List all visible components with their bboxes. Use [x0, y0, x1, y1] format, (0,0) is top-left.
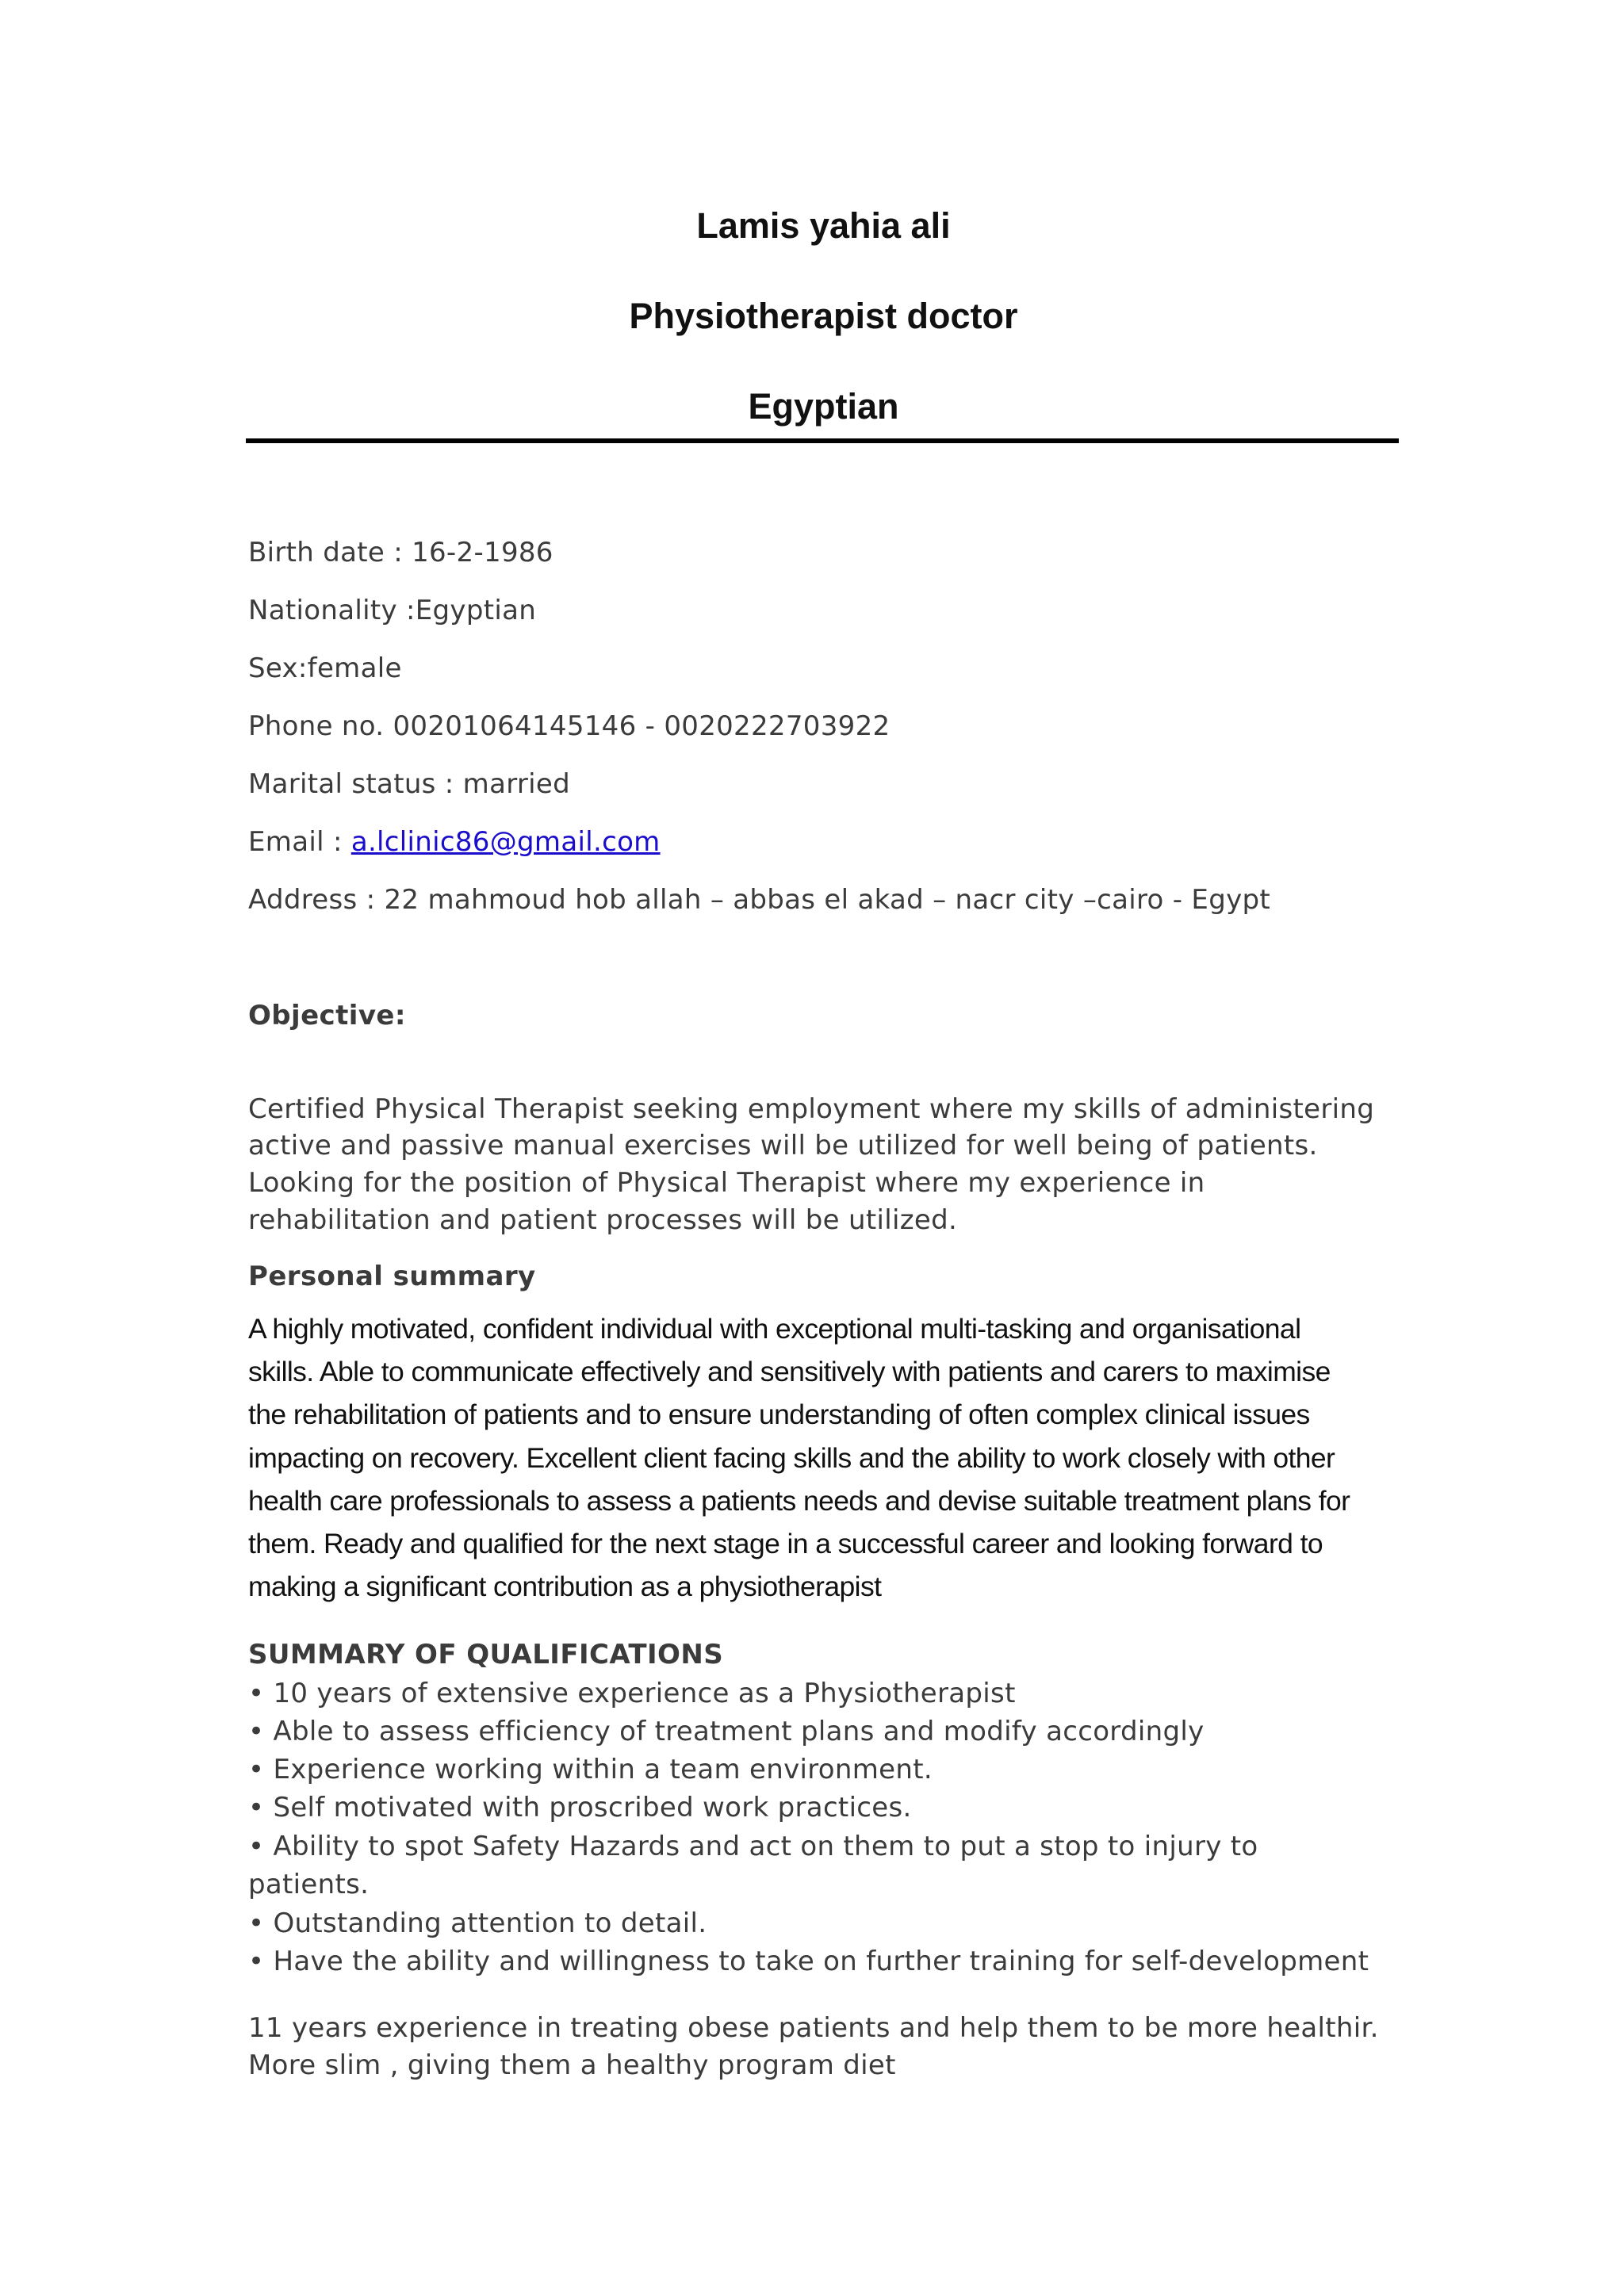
- header-nationality: Egyptian: [748, 386, 899, 427]
- qualification-item: • Experience working within a team environment.: [248, 1754, 933, 1785]
- qualification-item: • Able to assess efficiency of treatment plans and modify accordingly: [248, 1716, 1205, 1747]
- summary-line: A highly motivated, confident individual with exceptional multi-tasking and organisational: [248, 1313, 1301, 1345]
- summary-line: the rehabilitation of patients and to ensure understanding of often complex clinical issues: [248, 1399, 1310, 1430]
- objective-line: Certified Physical Therapist seeking employment where my skills of administering: [248, 1093, 1375, 1125]
- qualification-item: patients.: [248, 1869, 370, 1900]
- birth-date: Birth date : 16-2-1986: [248, 537, 553, 568]
- objective-line: Looking for the position of Physical Therapist where my experience in: [248, 1167, 1205, 1199]
- experience-line: 11 years experience in treating obese patients and help them to be more healthir.: [248, 2012, 1379, 2044]
- email-line: [248, 826, 661, 858]
- experience-line: More slim , giving them a healthy program diet: [248, 2049, 896, 2081]
- personal-summary-heading: Personal summary: [248, 1261, 536, 1292]
- phone-line: Phone no. 00201064145146 - 0020222703922: [248, 710, 891, 742]
- qualification-item: • Have the ability and willingness to take on further training for self-development: [248, 1946, 1369, 1977]
- email-link[interactable]: a.lclinic86@gmail.com: [350, 826, 661, 858]
- marital-status-line: Marital status : married: [248, 768, 571, 800]
- qualification-item: • Outstanding attention to detail.: [248, 1908, 707, 1939]
- job-title: Physiotherapist doctor: [629, 296, 1018, 336]
- summary-line: health care professionals to assess a patients needs and devise suitable treatment plans for: [248, 1485, 1350, 1517]
- qualifications-heading: SUMMARY OF QUALIFICATIONS: [248, 1639, 724, 1670]
- nationality-line: Nationality :Egyptian: [248, 595, 537, 626]
- header-divider: [246, 438, 1399, 443]
- candidate-name: Lamis yahia ali: [696, 205, 951, 246]
- qualification-item: • Ability to spot Safety Hazards and act on them to put a stop to injury to: [248, 1831, 1258, 1862]
- summary-line: impacting on recovery. Excellent client facing skills and the ability to work closely with other: [248, 1442, 1335, 1474]
- qualification-item: • Self motivated with proscribed work practices.: [248, 1792, 912, 1823]
- summary-line: skills. Able to communicate effectively and sensitively with patients and carers to maximise: [248, 1356, 1331, 1387]
- summary-line: them. Ready and qualified for the next stage in a successful career and looking forward to: [248, 1528, 1323, 1559]
- address-line: Address : 22 mahmoud hob allah – abbas el akad – nacr city –cairo - Egypt: [248, 884, 1271, 916]
- email-label: Email :: [248, 826, 351, 858]
- objective-line: rehabilitation and patient processes will be utilized.: [248, 1204, 958, 1236]
- summary-line: making a significant contribution as a physiotherapist: [248, 1571, 882, 1602]
- sex-line: Sex:female: [248, 652, 402, 684]
- objective-heading: Objective:: [248, 1000, 406, 1031]
- qualification-item: • 10 years of extensive experience as a Physiotherapist: [248, 1678, 1016, 1709]
- objective-line: active and passive manual exercises will be utilized for well being of patients.: [248, 1130, 1318, 1161]
